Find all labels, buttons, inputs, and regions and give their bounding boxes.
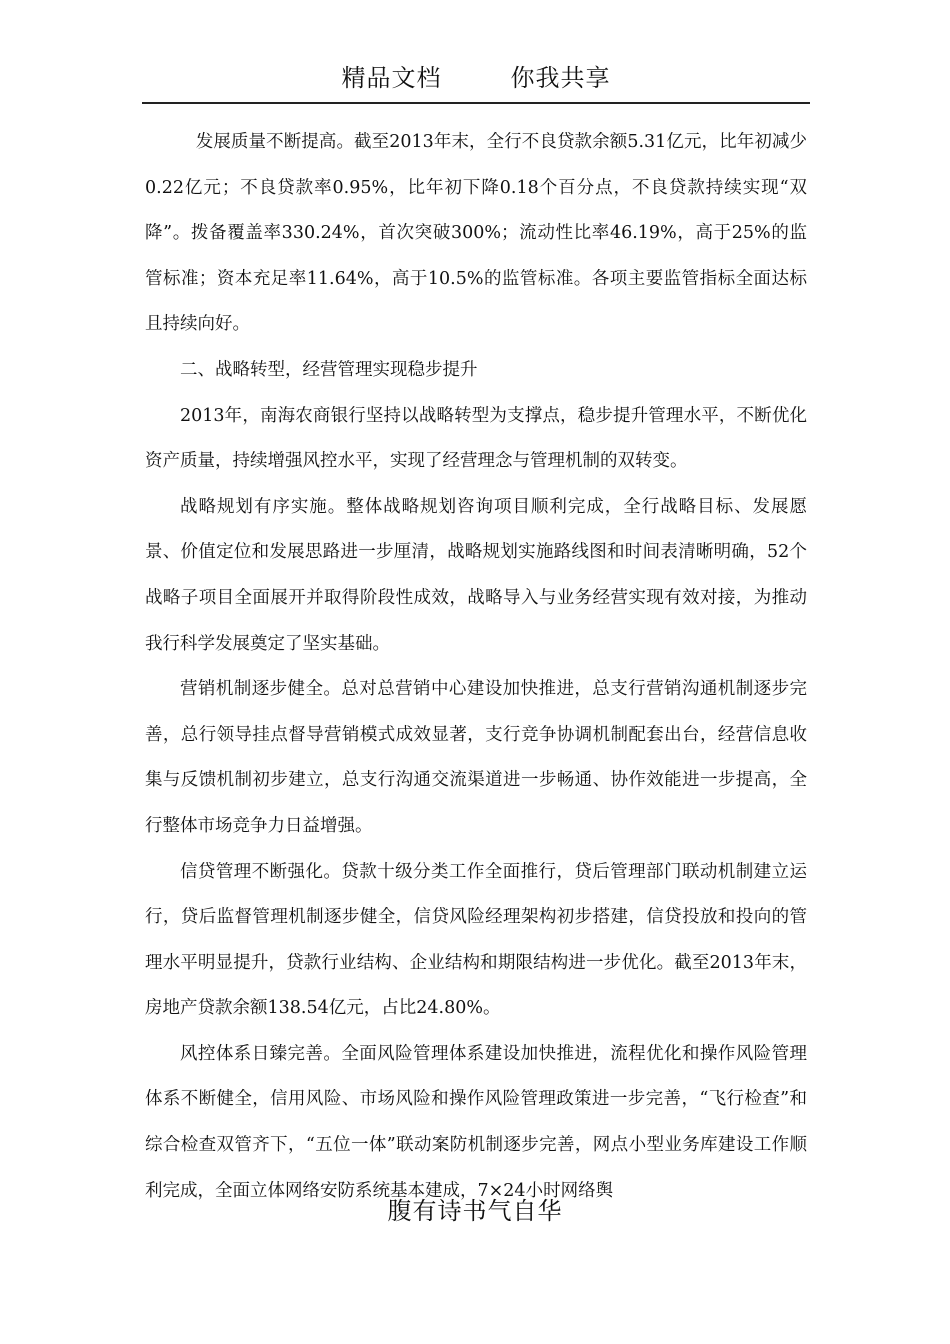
paragraph-quality: 发展质量不断提高。截至2013年末，全行不良贷款余额5.31亿元，比年初减少0.22亿元；不良贷款率0.95%，比年初下降0.18个百分点，不良贷款持续实现“双降”。拨备覆盖率330.24%，首次突破300%；流动性比率46.19%，高于25%的监管标准；资本充足率11.64%，高于10.5%的监管标准。各项主要监管指标全面达标且持续向好。 (145, 132, 807, 335)
page-header (142, 58, 810, 104)
paragraph-2013-overview: 2013年，南海农商银行坚持以战略转型为支撑点，稳步提升管理水平，不断优化资产质量，持续增强风控水平，实现了经营理念与管理机制的双转变。 (145, 405, 807, 472)
paragraph-marketing-mechanism: 营销机制逐步健全。总对总营销中心建设加快推进，总支行营销沟通机制逐步完善，总行领导挂点督导营销模式成效显著，支行竞争协调机制配套出台，经营信息收集与反馈机制初步建立，总支行沟通交流渠道进一步畅通、协作效能进一步提高，全行整体市场竞争力日益增强。 (145, 679, 807, 836)
header-left-text: 精品文档 (341, 64, 442, 92)
paragraph-risk-control: 风控体系日臻完善。全面风险管理体系建设加快推进，流程优化和操作风险管理体系不断健全，信用风险、市场风险和操作风险管理政策进一步完善，“飞行检查”和综合检查双管齐下，“五位一体”联动案防机制逐步完善，网点小型业务库建设工作顺利完成，全面立体网络安防系统基本建成，7×24小时网络舆 (145, 1043, 807, 1201)
document-body (145, 120, 807, 1214)
paragraph-strategic-planning: 战略规划有序实施。整体战略规划咨询项目顺利完成，全行战略目标、发展愿景、价值定位和发展思路进一步厘清，战略规划实施路线图和时间表清晰明确，52个战略子项目全面展开并取得阶段性成效，战略导入与业务经营实现有效对接，为推动我行科学发展奠定了坚实基础。 (145, 496, 807, 654)
section-heading-strategy: 二、战略转型，经营管理实现稳步提升 (180, 359, 478, 380)
page-footer: 腹有诗书气自华 (387, 1197, 563, 1225)
header-right-text: 你我共享 (510, 64, 611, 92)
paragraph-credit-management: 信贷管理不断强化。贷款十级分类工作全面推行，贷后管理部门联动机制建立运行，贷后监督管理机制逐步健全，信贷风险经理架构初步搭建，信贷投放和投向的管理水平明显提升，贷款行业结构、企业结构和期限结构进一步优化。截至2013年末，房地产贷款余额138.54亿元，占比24.80%。 (145, 861, 807, 1019)
